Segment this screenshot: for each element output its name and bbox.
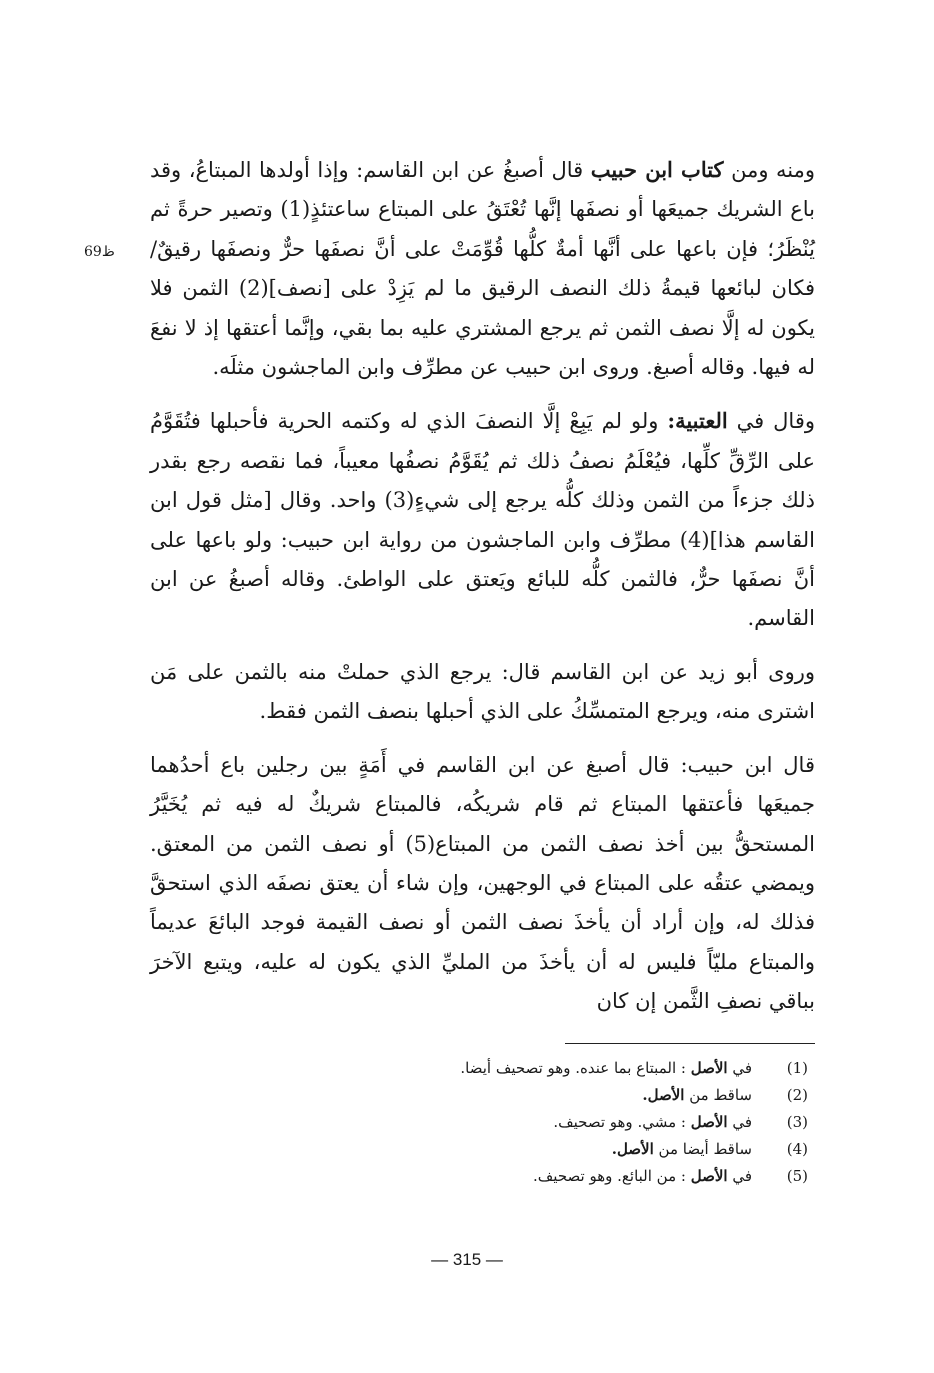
footnote-text [642, 1082, 752, 1109]
text-run: : المبتاع بما عنده. وهو تصحيف أيضا. [460, 1059, 691, 1077]
footnote-text [612, 1136, 752, 1163]
text-run: في [727, 1113, 752, 1131]
text-run: ولو لم يَبِعْ إلَّا النصفَ الذي له وكتمه الحرية فأحبلها فتُقَوَّمُ على الرِّقِّ كلِّها، فيُعْلَمُ نصفُ ذلك ثم يُقَوَّمُ نصفُها معيباً، فما نقصه رجع بقدر ذلك جزءاً من الثمن وذلك كلُّه يرجع إلى شيءٍ(3) واحد. وقال [مثل قول ابن القاسم هذا](4) مطرِّف وابن الماجشون من رواية ابن حبيب: ولو باعها على أنَّ نصفَها حرٌّ، فالثمن كلُّه للبائع ويَعتق على الواطئ. وقاله أصبغُ عن ابن القاسم. [150, 409, 815, 631]
text-run: وقال في [727, 409, 815, 434]
text-run-bold: الأصل [690, 1059, 728, 1077]
footnote-number: (5) [786, 1167, 808, 1185]
footnote [300, 1055, 808, 1082]
paragraph [150, 150, 815, 387]
paragraph [150, 653, 815, 732]
footnote-number: (1) [786, 1059, 808, 1077]
text-run: ساقط من [684, 1086, 752, 1104]
text-run-bold: الأصل. [642, 1086, 685, 1104]
footnote-number: (2) [786, 1086, 808, 1104]
folio-margin-note: ظ69 [84, 244, 115, 260]
text-run: ساقط أيضا من [653, 1140, 752, 1158]
text-run: ومنه ومن [723, 158, 815, 182]
footnote-divider [565, 1043, 815, 1044]
page-number: — 315 — [431, 1250, 503, 1269]
book-title: كتاب ابن حبيب [590, 157, 724, 182]
paragraph [150, 401, 815, 638]
main-text [150, 150, 815, 1036]
footnote-text [460, 1055, 752, 1082]
text-run-bold: الأصل [690, 1167, 728, 1185]
text-run-bold: الأصل [690, 1113, 728, 1131]
text-run: قال أصبغُ عن ابن القاسم: وإذا أولدها المبتاعُ، وقد باع الشريك جميعَها أو نصفَها إنَّها تُعْتَقُ على المبتاع ساعتئذٍ(1) وتصير حرةً ثم يُنْظَرُ؛ فإن باعها على أنَّها أمةٌ كلُّها قُوِّمَتْ على أنَّ نصفَها حرٌّ ونصفَها رقيقٌ/ فكان لبائعها قيمةُ ذلك النصف الرقيق ما لم يَزِدْ على [نصف](2) الثمن فلا يكون له إلَّا نصف الثمن ثم يرجع المشتري عليه بما بقي، وإنَّما أعتقها إذ لا نفعَ له فيها. وقاله أصبغ. وروى ابن حبيب عن مطرِّف وابن الماجشون مثلَه. [150, 158, 816, 380]
paragraph [150, 746, 815, 1022]
text-run: في [727, 1167, 752, 1185]
text-run: : مشي. وهو تصحيف. [553, 1113, 691, 1131]
text-run-bold: الأصل. [611, 1140, 654, 1158]
footnote [300, 1109, 808, 1136]
book-title: العتبية: [667, 408, 728, 434]
footnote-number: (3) [786, 1113, 808, 1131]
text-run: وروى أبو زيد عن ابن القاسم قال: يرجع الذي حملتْ منه بالثمن على مَن اشترى منه، ويرجع المتمسِّكُ على الذي أحبلها بنصف الثمن فقط. [150, 659, 815, 724]
text-run: قال ابن حبيب: قال أصبغ عن ابن القاسم في أَمَةٍ بين رجلين باع أحدُهما جميعَها فأعتقها المبتاع ثم قام شريكُه، فالمبتاع شريكٌ له فيه ثم يُخَيَّرُ المستحقُّ بين أخذ نصف الثمن من المبتاع(5) أو نصف الثمن من المعتق. ويمضي عتقُه على المبتاع في الوجهين، وإن شاء أن يعتق نصفَه الذي استحقَّ فذلك له، وإن أراد أن يأخذَ نصف الثمن أو نصف القيمة فوجد البائعَ عديماً والمبتاع مليّاً فليس له أن يأخذَ من المليِّ الذي يكون له عليه، ويتبع الآخرَ بباقي نصفِ الثَّمن إن كان [150, 752, 815, 1014]
footnote [300, 1163, 808, 1190]
footnote-text [533, 1163, 752, 1190]
footnote-number: (4) [786, 1140, 808, 1158]
footnote [300, 1136, 808, 1163]
footnote-text [553, 1109, 752, 1136]
text-run: في [727, 1059, 752, 1077]
footnotes [300, 1055, 808, 1190]
footnote [300, 1082, 808, 1109]
text-run: : من البائع. وهو تصحيف. [533, 1167, 691, 1185]
